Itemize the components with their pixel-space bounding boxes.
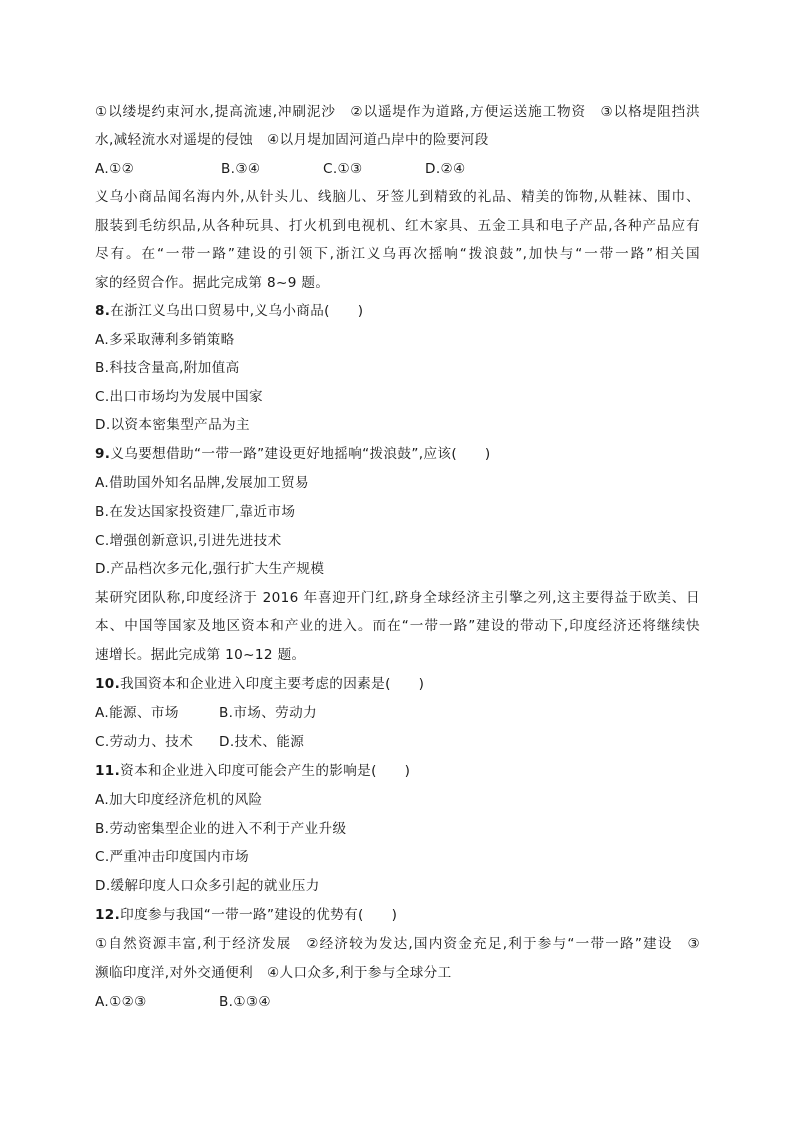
q8-stem-text: 在浙江义乌出口贸易中,义乌小商品( ) [110, 303, 364, 319]
q10-option-c[interactable]: C.劳动力、技术 [95, 734, 194, 750]
passage1-line-4: 家的经贸合作。据此完成第 8~9 题。 [95, 275, 330, 291]
q11-option-d[interactable]: D.缓解印度人口众多引起的就业压力 [95, 878, 320, 894]
q10-option-b[interactable]: B.市场、劳动力 [219, 705, 318, 721]
q9-stem [95, 445, 700, 463]
q11-number: 11. [95, 763, 121, 779]
passage2-line-2: 本、中国等国家及地区资本和产业的进入。而在“一带一路”建设的带动下,印度经济还将继续快 [95, 618, 700, 634]
passage1-line-3: 尽有。在“一带一路”建设的引领下,浙江义乌再次摇响“拨浪鼓”,加快与“一带一路”相关国 [95, 246, 700, 262]
q7-option-b[interactable]: B.③④ [221, 161, 261, 177]
q10-number: 10. [95, 676, 121, 692]
q11-stem [95, 762, 700, 780]
q8-option-d[interactable]: D.以资本密集型产品为主 [95, 417, 250, 433]
q8-option-c[interactable]: C.出口市场均为发展中国家 [95, 389, 263, 405]
q10-stem-text: 我国资本和企业进入印度主要考虑的因素是( ) [120, 676, 425, 692]
passage2-line-1: 某研究团队称,印度经济于 2016 年喜迎开门红,跻身全球经济主引擎之列,这主要得益于欧美、日 [95, 590, 700, 606]
q12-number: 12. [95, 907, 121, 923]
q12-stem-text: 印度参与我国“一带一路”建设的优势有( ) [120, 907, 398, 923]
q7-statement-line-1: ①以缕堤约束河水,提高流速,冲刷泥沙 ②以遥堤作为道路,方便运送施工物资 ③以格堤阻挡洪 [95, 104, 700, 120]
q12-statement-line-2: 濒临印度洋,对外交通便利 ④人口众多,利于参与全球分工 [95, 965, 452, 981]
passage1-line-1: 义乌小商品闻名海内外,从针头儿、线脑儿、牙签儿到精致的礼品、精美的饰物,从鞋袜、围巾、 [95, 189, 700, 205]
q7-option-a[interactable]: A.①② [95, 161, 135, 177]
q9-option-c[interactable]: C.增强创新意识,引进先进技术 [95, 533, 282, 549]
q10-stem [95, 675, 700, 693]
q11-option-a[interactable]: A.加大印度经济危机的风险 [95, 792, 263, 808]
q9-number: 9. [95, 446, 111, 462]
q8-stem [95, 302, 700, 320]
q10-option-d[interactable]: D.技术、能源 [219, 734, 305, 750]
q9-stem-text: 义乌要想借助“一带一路”建设更好地摇响“拨浪鼓”,应该( ) [110, 446, 491, 462]
q8-option-b[interactable]: B.科技含量高,附加值高 [95, 360, 240, 376]
q11-option-b[interactable]: B.劳动密集型企业的进入不利于产业升级 [95, 821, 347, 837]
q7-option-d[interactable]: D.②④ [425, 161, 466, 177]
q12-stem [95, 906, 700, 924]
q8-option-a[interactable]: A.多采取薄利多销策略 [95, 332, 235, 348]
q11-option-c[interactable]: C.严重冲击印度国内市场 [95, 849, 249, 865]
q10-option-a[interactable]: A.能源、市场 [95, 705, 179, 721]
q12-option-b[interactable]: B.①③④ [219, 994, 271, 1010]
passage2-line-3: 速增长。据此完成第 10~12 题。 [95, 647, 306, 663]
q7-option-c[interactable]: C.①③ [323, 161, 363, 177]
q7-statement-line-2: 水,减轻流水对遥堤的侵蚀 ④以月堤加固河道凸岸中的险要河段 [95, 132, 489, 148]
q9-option-d[interactable]: D.产品档次多元化,强行扩大生产规模 [95, 561, 325, 577]
q11-stem-text: 资本和企业进入印度可能会产生的影响是( ) [120, 763, 411, 779]
passage1-line-2: 服装到毛纺织品,从各种玩具、打火机到电视机、红木家具、五金工具和电子产品,各种产品应有 [95, 218, 700, 234]
q12-option-a[interactable]: A.①②③ [95, 994, 147, 1010]
q9-option-b[interactable]: B.在发达国家投资建厂,靠近市场 [95, 504, 296, 520]
q9-option-a[interactable]: A.借助国外知名品牌,发展加工贸易 [95, 475, 309, 491]
q8-number: 8. [95, 303, 111, 319]
q12-statement-line-1: ①自然资源丰富,利于经济发展 ②经济较为发达,国内资金充足,利于参与“一带一路”建设 ③ [95, 936, 700, 952]
